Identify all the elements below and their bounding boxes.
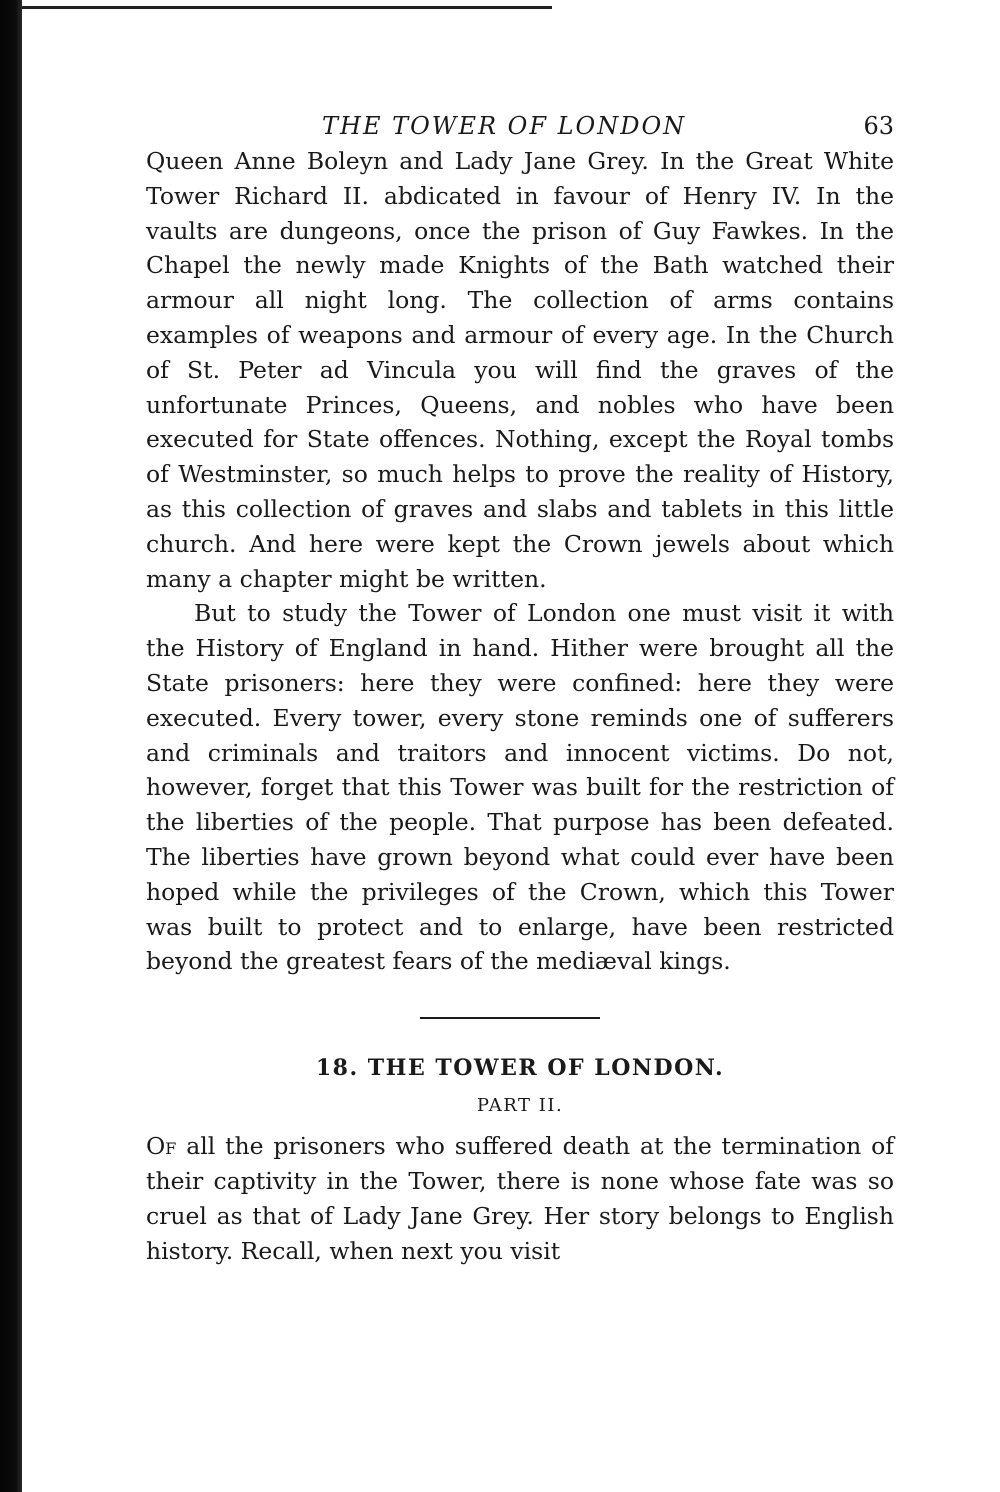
- opening-text: all the prisoners who suffered death at the termination of their captivity in the Tower, there is none whose fate was so cruel as that of Lady Jane Grey. Her story belongs to English history. Recall, when next you visit: [146, 1132, 894, 1265]
- opening-word: Of: [146, 1132, 177, 1161]
- section-body: [146, 1129, 894, 1268]
- body-text: [146, 144, 894, 979]
- page: [146, 108, 894, 1268]
- section-subheading: PART II.: [476, 1095, 564, 1117]
- paragraph-continued: Queen Anne Boleyn and Lady Jane Grey. In the Great White Tower Richard II. abdicated in favour of Henry IV. In the vaults are dungeons, once the prison of Guy Fawkes. In the Chapel the newly made Knights of the Bath watched their armour all night long. The collection of arms contains examples of weapons and armour of every age. In the Church of St. Peter ad Vincula you will find the graves of the unfortunate Princes, Queens, and nobles who have been executed for State offences. Nothing, except the Royal tombs of Westminster, so much helps to prove the reality of History, as this collection of graves and slabs and tablets in this little church. And here were kept the Crown jewels about which many a chapter might be written.: [146, 147, 894, 593]
- running-title: THE TOWER OF LONDON: [322, 112, 687, 140]
- section-heading: 18. THE TOWER OF LONDON.: [315, 1055, 725, 1082]
- running-head: [146, 108, 894, 144]
- top-rule: [22, 6, 552, 9]
- paragraph-study-tower: But to study the Tower of London one must visit it with the History of England in hand. Hither were brought all the State prisoners: here they were confined: here they were executed. Every tower, every stone reminds one of sufferers and criminals and traitors and innocent victims. Do not, however, forget that this Tower was built for the restriction of the liberties of the people. That purpose has been defeated. The liberties have grown beyond what could ever have been hoped while the privileges of the Crown, which this Tower was built to protect and to enlarge, have been restricted beyond the greatest fears of the mediæval kings.: [146, 599, 894, 976]
- section-divider: [420, 1017, 600, 1019]
- binding-edge: [0, 0, 22, 1492]
- section-opening-paragraph: [146, 1129, 894, 1268]
- page-number: 63: [863, 112, 894, 140]
